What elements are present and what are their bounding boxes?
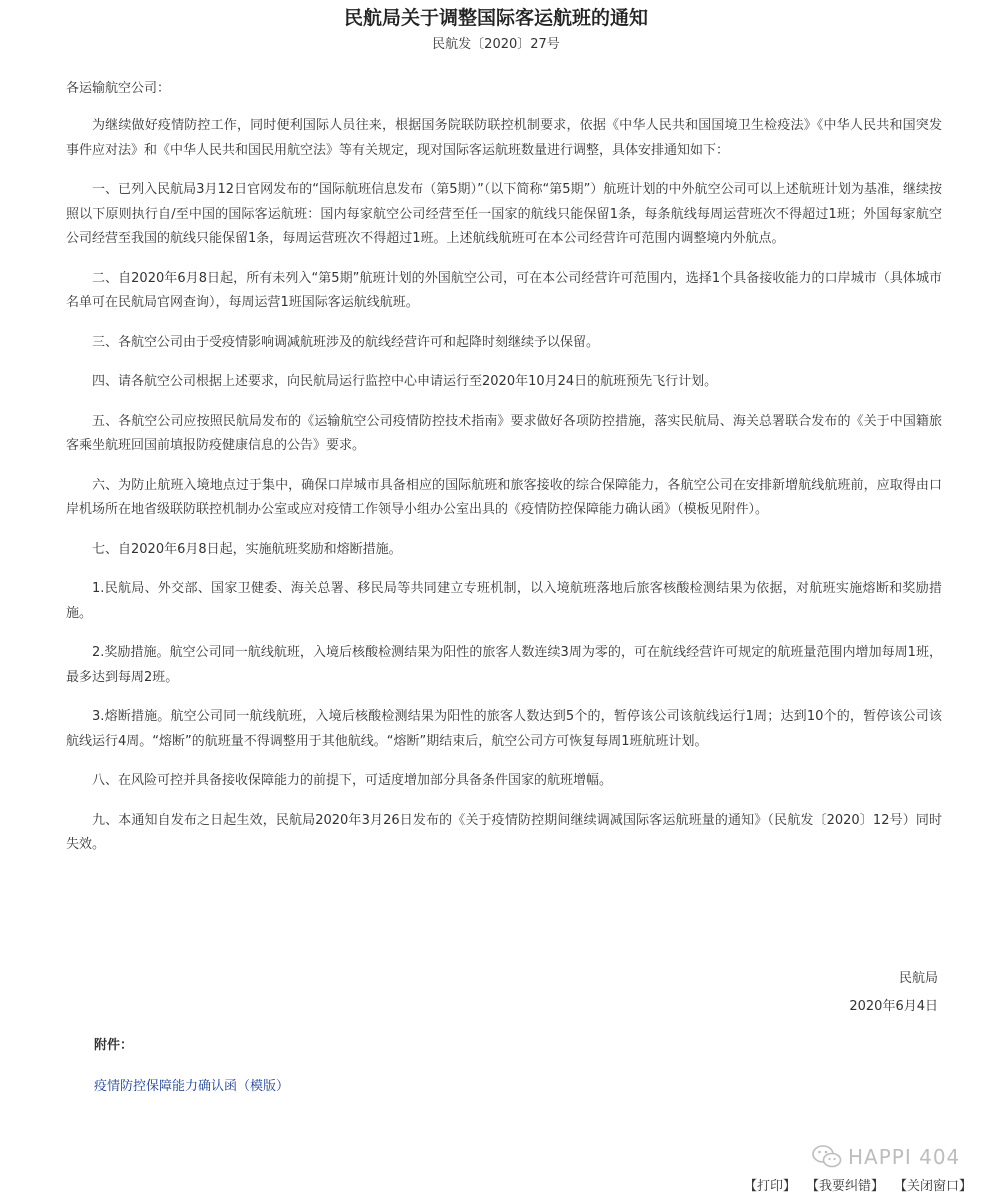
paragraph-7: 七、自2020年6月8日起，实施航班奖励和熔断措施。	[92, 541, 402, 557]
addressee: 各运输航空公司：	[66, 81, 171, 96]
signature-date: 2020年6月4日	[849, 999, 938, 1014]
signature-issuer: 民航局	[898, 971, 938, 986]
watermark-text: HAPPI 404	[848, 1145, 961, 1169]
paragraph-4: 四、请各航空公司根据上述要求，向民航局运行监控中心申请运行至2020年10月24日的航班预先飞行计划。	[92, 374, 718, 389]
footer-links	[744, 1177, 972, 1197]
paragraph-1: 一、已列入民航局3月12日官网发布的“国际航班信息发布（第5期）”（以下简称“第5期”）航班计划的中外航空公司可以上述航班计划为基准，继续按照以下原则执行自/至中国的国际客运航班：国内每家航空公司经营至任一国家的航线只能保留1条，每条航线每周运营班次不得超过1班；外国每家航空公司经营至我国的航线只能保留1条，每周运营班次不得超过1班。上述航线航班可在本公司经营许可范围内调整境内外航点。	[66, 182, 942, 246]
paragraph-8: 八、在风险可控并具备接收保障能力的前提下，可适度增加部分具备条件国家的航班增幅。	[92, 773, 613, 788]
document-body	[66, 114, 942, 873]
close-window-button[interactable]: 【关闭窗口】	[893, 1179, 972, 1194]
paragraph-9: 九、本通知自发布之日起生效，民航局2020年3月26日发布的《关于疫情防控期间继续调减国际客运航班量的通知》（民航发〔2020〕12号）同时失效。	[66, 812, 942, 852]
paragraph-7-1: 1.民航局、外交部、国家卫健委、海关总署、移民局等共同建立专班机制，以入境航班落地后旅客核酸检测结果为依据，对航班实施熔断和奖励措施。	[66, 581, 942, 621]
attachment-label: 附件：	[94, 1038, 134, 1053]
print-button[interactable]: 【打印】	[743, 1179, 796, 1194]
watermark	[812, 1144, 960, 1170]
report-error-button[interactable]: 【我要纠错】	[805, 1179, 884, 1194]
paragraph-3: 三、各航空公司由于受疫情影响调减航班涉及的航线经营许可和起降时刻继续予以保留。	[92, 334, 600, 350]
attachment-link[interactable]: 疫情防控保障能力确认函（模版）	[94, 1079, 290, 1094]
paragraph-intro: 为继续做好疫情防控工作，同时便利国际人员往来，根据国务院联防联控机制要求，依据《中华人民共和国国境卫生检疫法》《中华人民共和国突发事件应对法》和《中华人民共和国民用航空法》等有关规定，现对国际客运航班数量进行调整，具体安排通知如下：	[66, 118, 942, 158]
paragraph-5: 五、各航空公司应按照民航局发布的《运输航空公司疫情防控技术指南》要求做好各项防控措施，落实民航局、海关总署联合发布的《关于中国籍旅客乘坐航班回国前填报防疫健康信息的公告》要求。	[66, 413, 942, 453]
paragraph-7-2: 2.奖励措施。航空公司同一航线航班，入境后核酸检测结果为阳性的旅客人数连续3周为零的，可在航线经营许可规定的航班量范围内增加每周1班，最多达到每周2班。	[66, 645, 942, 685]
page-title: 民航局关于调整国际客运航班的通知	[343, 7, 648, 29]
document-number: 民航发〔2020〕27号	[432, 37, 560, 52]
wechat-icon	[812, 1144, 842, 1170]
paragraph-7-3: 3.熔断措施。航空公司同一航线航班，入境后核酸检测结果为阳性的旅客人数达到5个的，暂停该公司该航线运行1周；达到10个的，暂停该公司该航线运行4周。“熔断”的航班量不得调整用于其他航线。“熔断”期结束后，航空公司方可恢复每周1班航班计划。	[66, 709, 942, 749]
paragraph-2: 二、自2020年6月8日起，所有未列入“第5期”航班计划的外国航空公司，可在本公司经营许可范围内，选择1个具备接收能力的口岸城市（具体城市名单可在民航局官网查询），每周运营1班国际客运航线航班。	[66, 270, 942, 310]
paragraph-6: 六、为防止航班入境地点过于集中，确保口岸城市具备相应的国际航班和旅客接收的综合保障能力，各航空公司在安排新增航线航班前，应取得由口岸机场所在地省级联防联控机制办公室或应对疫情工作领导小组办公室出具的《疫情防控保障能力确认函》（模板见附件）。	[66, 477, 942, 517]
